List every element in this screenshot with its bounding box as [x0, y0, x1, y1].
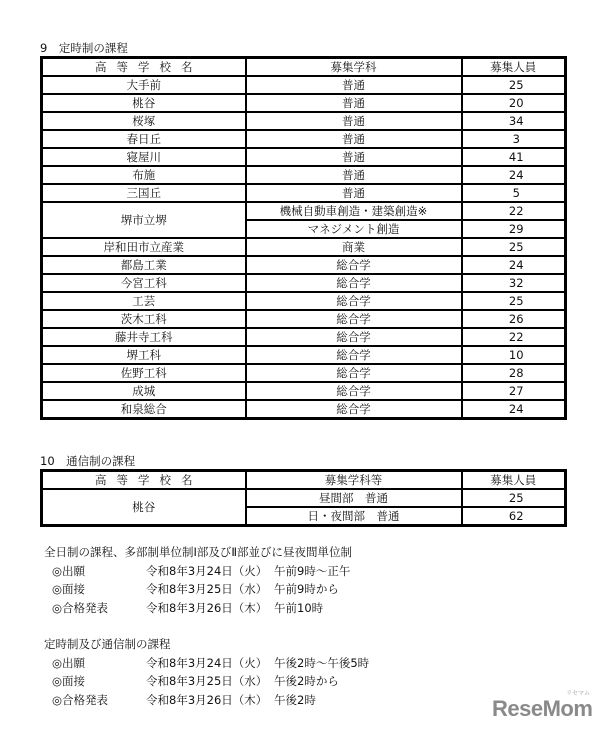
school-name: 三国丘 — [42, 184, 246, 202]
capacity: 24 — [462, 166, 566, 184]
header-department: 募集学科 — [246, 58, 462, 77]
capacity: 22 — [462, 202, 566, 220]
section-title-correspondence: 10 通信制の課程 — [40, 454, 136, 468]
schedule-heading: 全日制の課程、多部制単位制Ⅰ部及びⅡ部並びに昼夜間単位制 — [44, 545, 353, 559]
school-name: 佐野工科 — [42, 364, 246, 382]
correspondence-table — [40, 469, 567, 527]
capacity: 3 — [462, 130, 566, 148]
department: 総合学 — [246, 256, 462, 274]
schedule-date: 令和8年3月24日（火） — [146, 563, 268, 578]
schedule-fulltime — [44, 543, 352, 617]
table-header-row — [42, 58, 566, 77]
header-department: 募集学科等 — [246, 471, 462, 490]
school-name: 桃谷 — [42, 489, 246, 526]
logo-kana: リセマム — [566, 691, 590, 697]
table-row — [42, 364, 566, 382]
capacity: 24 — [462, 400, 566, 419]
resemom-watermark-logo — [492, 691, 602, 722]
capacity: 25 — [462, 489, 566, 507]
table-row — [42, 489, 566, 507]
schedule-date: 令和8年3月24日（火） — [146, 655, 268, 670]
section-title-part-time: 9 定時制の課程 — [40, 41, 128, 55]
department: 普通 — [246, 112, 462, 130]
schedule-item — [44, 691, 369, 710]
capacity: 62 — [462, 507, 566, 526]
table-row — [42, 310, 566, 328]
table-row — [42, 148, 566, 166]
schedule-label: ◎出願 — [52, 563, 86, 578]
school-name: 茨木工科 — [42, 310, 246, 328]
schedule-item — [44, 599, 352, 618]
schedule-item — [44, 654, 369, 673]
schedule-time: 午前10時 — [274, 600, 324, 615]
department: 普通 — [246, 76, 462, 94]
schedule-time: 午後2時～午後5時 — [274, 655, 370, 670]
capacity: 24 — [462, 256, 566, 274]
department: マネジメント創造 — [246, 220, 462, 238]
table-row — [42, 76, 566, 94]
table-row — [42, 274, 566, 292]
department: 総合学 — [246, 346, 462, 364]
school-name: 成城 — [42, 382, 246, 400]
table-row — [42, 238, 566, 256]
department: 普通 — [246, 130, 462, 148]
capacity: 22 — [462, 328, 566, 346]
school-name: 桃谷 — [42, 94, 246, 112]
capacity: 20 — [462, 94, 566, 112]
department: 総合学 — [246, 364, 462, 382]
table-row — [42, 166, 566, 184]
header-capacity: 募集人員 — [462, 58, 566, 77]
table-row — [42, 256, 566, 274]
table-row — [42, 112, 566, 130]
table-row — [42, 130, 566, 148]
department: 普通 — [246, 94, 462, 112]
school-name: 工芸 — [42, 292, 246, 310]
school-name: 布施 — [42, 166, 246, 184]
school-name: 寝屋川 — [42, 148, 246, 166]
schedule-item — [44, 562, 352, 581]
department: 総合学 — [246, 274, 462, 292]
schedule-time: 午前9時～正午 — [274, 563, 351, 578]
schedule-label: ◎合格発表 — [52, 600, 109, 615]
table-row — [42, 94, 566, 112]
schedule-time: 午後2時 — [274, 692, 316, 707]
capacity: 34 — [462, 112, 566, 130]
schedule-item — [44, 672, 369, 691]
table-row — [42, 328, 566, 346]
schedule-date: 令和8年3月26日（木） — [146, 600, 268, 615]
department: 普通 — [246, 184, 462, 202]
schedule-parttime — [44, 635, 369, 709]
department: 総合学 — [246, 292, 462, 310]
capacity: 32 — [462, 274, 566, 292]
capacity: 41 — [462, 148, 566, 166]
schedule-date: 令和8年3月25日（水） — [146, 674, 268, 688]
schedule-heading: 定時制及び通信制の課程 — [44, 637, 171, 651]
table-row — [42, 400, 566, 419]
school-name: 桜塚 — [42, 112, 246, 130]
schedule-date: 令和8年3月26日（木） — [146, 692, 268, 707]
school-name: 堺工科 — [42, 346, 246, 364]
school-name: 岸和田市立産業 — [42, 238, 246, 256]
capacity: 27 — [462, 382, 566, 400]
department: 総合学 — [246, 328, 462, 346]
capacity: 28 — [462, 364, 566, 382]
school-name: 大手前 — [42, 76, 246, 94]
capacity: 25 — [462, 238, 566, 256]
table-header-row — [42, 471, 566, 490]
department: 総合学 — [246, 310, 462, 328]
logo-text: ReseMom — [492, 696, 593, 721]
capacity: 26 — [462, 310, 566, 328]
table-row — [42, 346, 566, 364]
schedule-label: ◎面接 — [52, 674, 86, 688]
schedule-time: 午前9時から — [274, 582, 339, 596]
department: 商業 — [246, 238, 462, 256]
department: 昼間部 普通 — [246, 489, 462, 507]
part-time-table — [40, 56, 567, 420]
capacity: 25 — [462, 292, 566, 310]
school-name: 堺市立堺 — [42, 202, 246, 238]
table-row — [42, 202, 566, 220]
capacity: 10 — [462, 346, 566, 364]
schedule-label: ◎合格発表 — [52, 692, 109, 707]
header-capacity: 募集人員 — [462, 471, 566, 490]
schedule-label: ◎出願 — [52, 655, 86, 670]
school-name: 都島工業 — [42, 256, 246, 274]
school-name: 今宮工科 — [42, 274, 246, 292]
capacity: 25 — [462, 76, 566, 94]
department: 普通 — [246, 148, 462, 166]
schedule-time: 午後2時から — [274, 674, 339, 688]
schedule-label: ◎面接 — [52, 582, 86, 596]
department: 総合学 — [246, 382, 462, 400]
schedule-date: 令和8年3月25日（水） — [146, 582, 268, 596]
table-row — [42, 292, 566, 310]
capacity: 5 — [462, 184, 566, 202]
school-name: 和泉総合 — [42, 400, 246, 419]
school-name: 春日丘 — [42, 130, 246, 148]
schedule-item — [44, 580, 352, 599]
capacity: 29 — [462, 220, 566, 238]
department: 日・夜間部 普通 — [246, 507, 462, 526]
table-row — [42, 184, 566, 202]
school-name: 藤井寺工科 — [42, 328, 246, 346]
header-school: 高等学校名 — [42, 471, 246, 490]
header-school: 高等学校名 — [42, 58, 246, 77]
department: 機械自動車創造・建築創造※ — [246, 202, 462, 220]
department: 普通 — [246, 166, 462, 184]
department: 総合学 — [246, 400, 462, 419]
table-row — [42, 382, 566, 400]
